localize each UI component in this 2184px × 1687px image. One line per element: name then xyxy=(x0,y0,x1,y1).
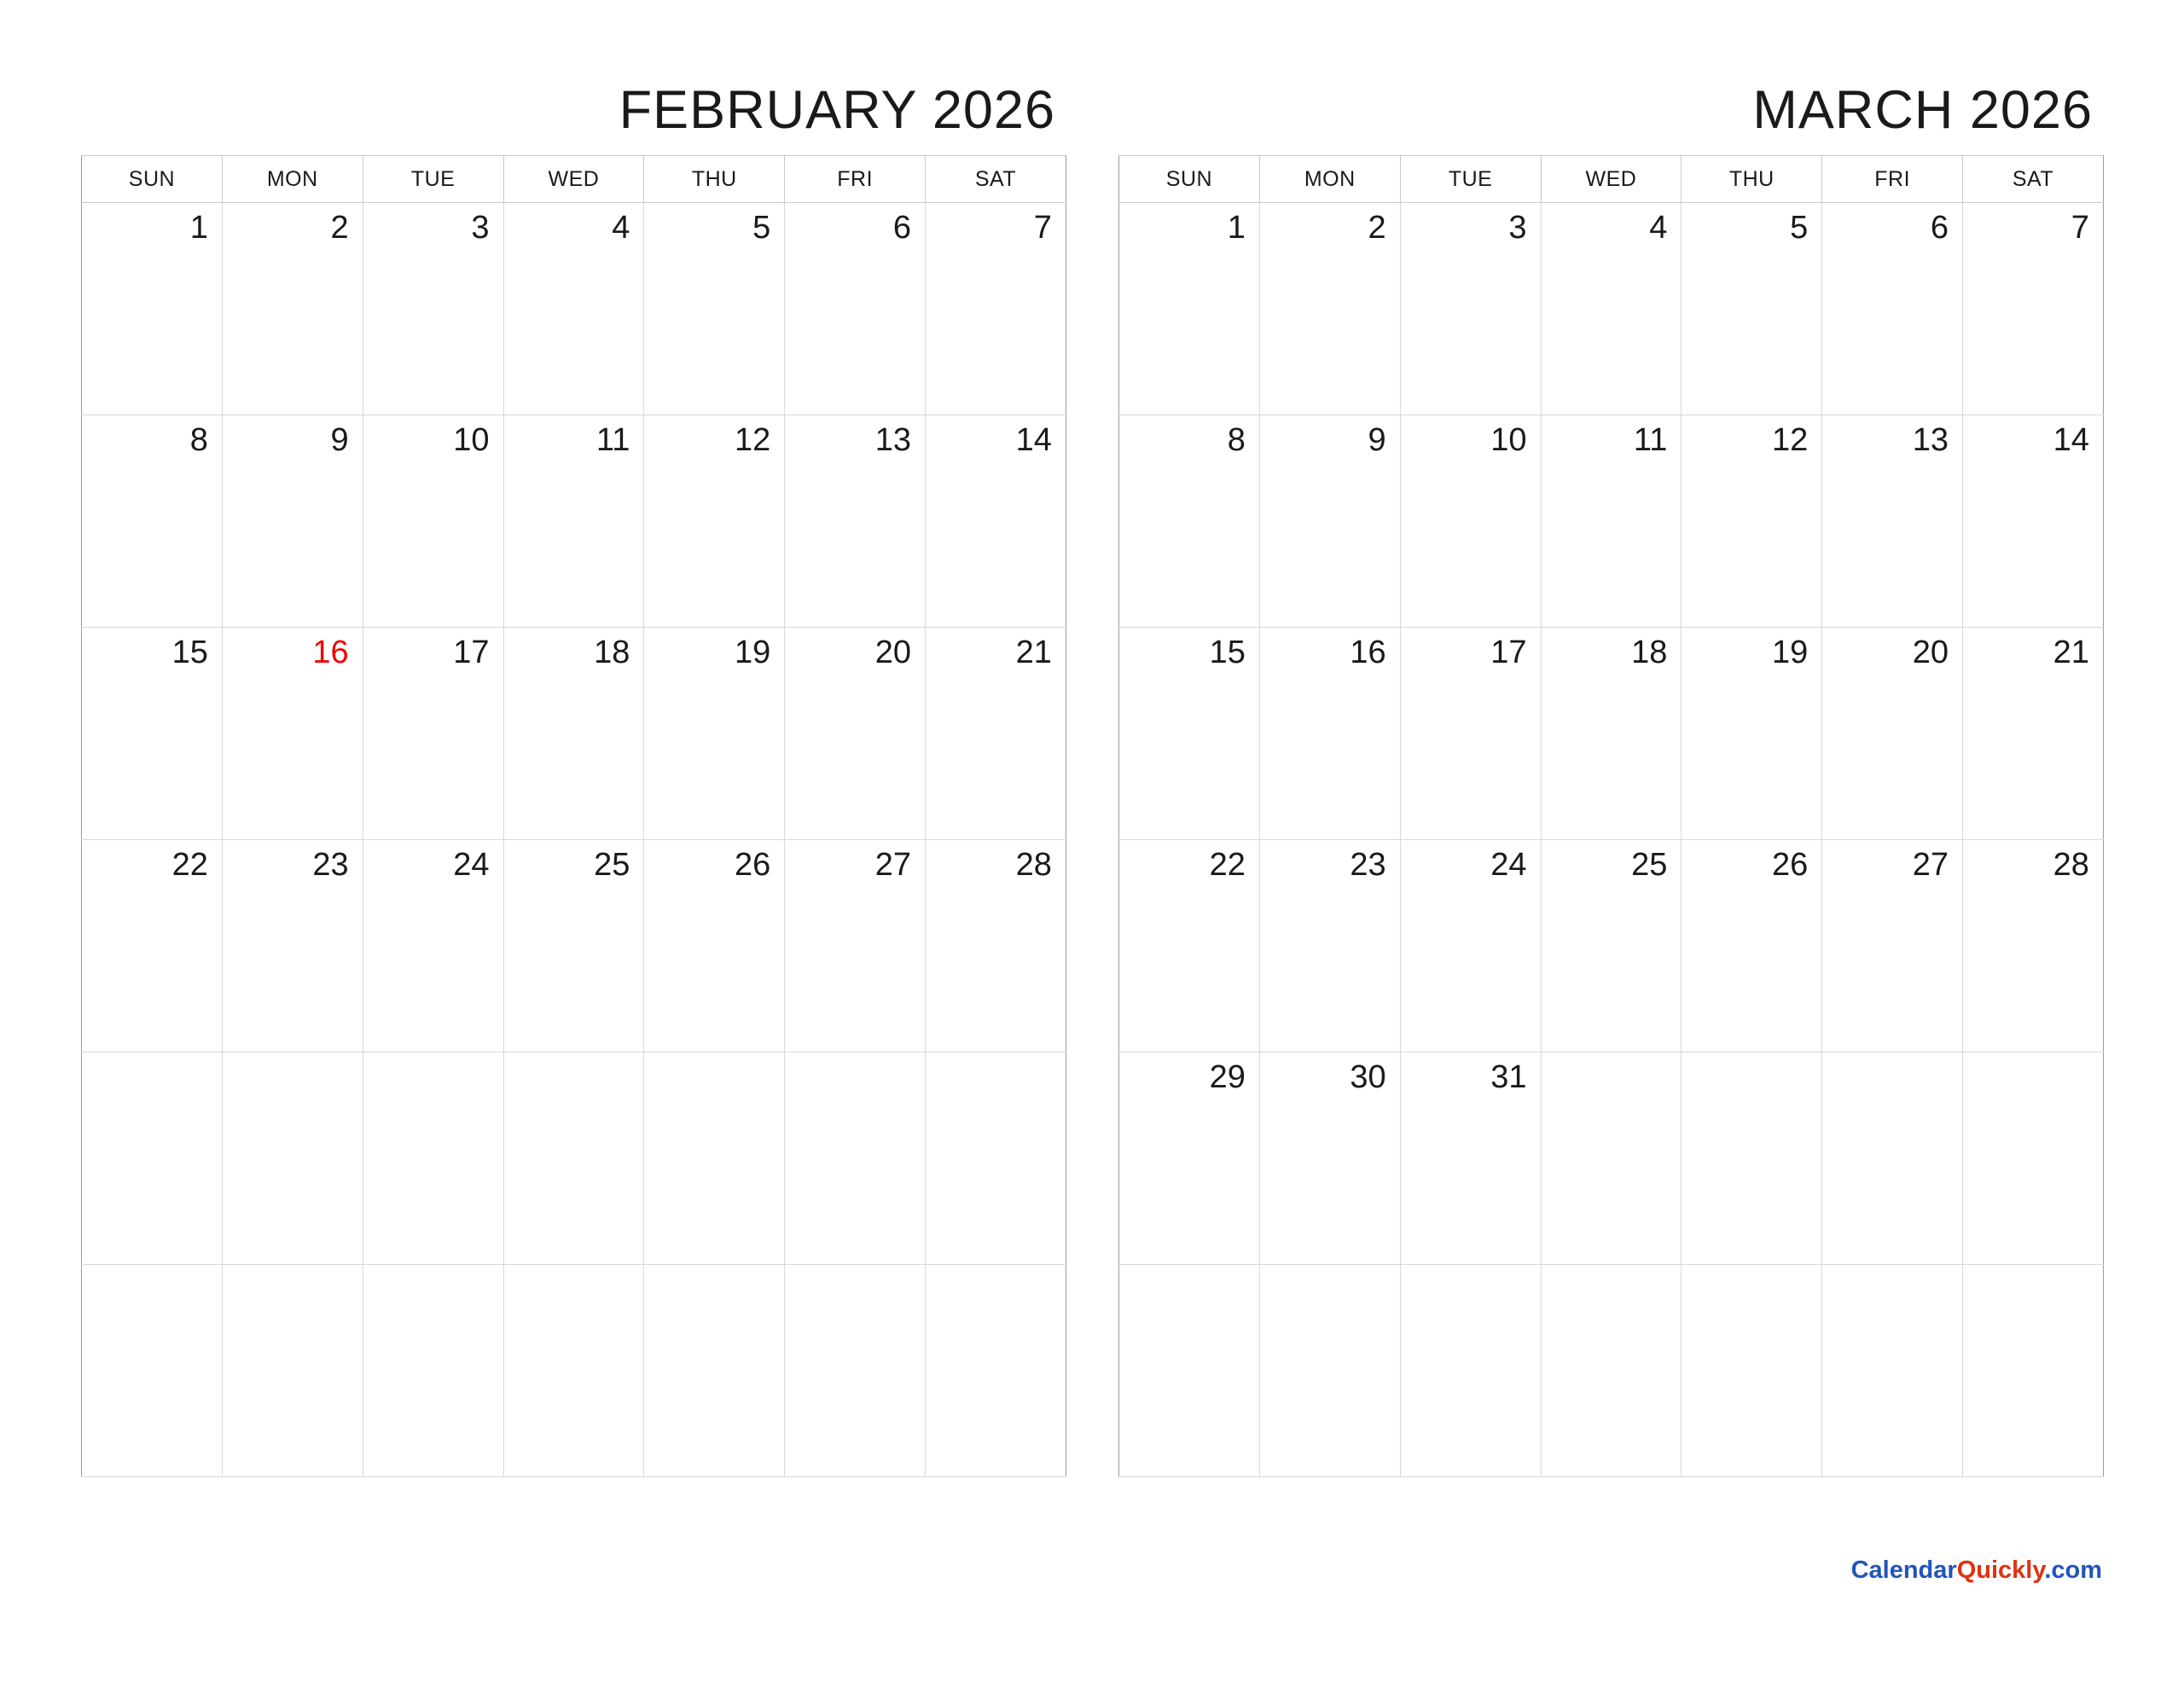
day-cell[interactable]: 14 xyxy=(1963,415,2104,628)
day-cell[interactable]: 1 xyxy=(82,203,223,415)
day-cell[interactable] xyxy=(1682,1052,1822,1265)
calendar-week-row xyxy=(82,415,1066,628)
day-cell[interactable]: 7 xyxy=(1963,203,2104,415)
weekday-header-thu: THU xyxy=(1682,156,1822,203)
weekday-header-tue: TUE xyxy=(363,156,503,203)
day-cell[interactable] xyxy=(1541,1052,1682,1265)
weekday-header-sat: SAT xyxy=(926,156,1066,203)
day-cell[interactable]: 26 xyxy=(1682,840,1822,1052)
day-cell[interactable]: 13 xyxy=(785,415,926,628)
weekday-header-row xyxy=(1119,156,2104,203)
day-cell[interactable] xyxy=(1682,1265,1822,1477)
weekday-header-thu: THU xyxy=(644,156,785,203)
day-cell[interactable]: 15 xyxy=(1119,628,1260,840)
day-cell[interactable]: 17 xyxy=(363,628,503,840)
day-cell[interactable] xyxy=(503,1052,644,1265)
day-cell[interactable]: 18 xyxy=(1541,628,1682,840)
weekday-header-mon: MON xyxy=(1259,156,1400,203)
weekday-header-row xyxy=(82,156,1066,203)
calendar-week-row xyxy=(1119,628,2104,840)
day-cell[interactable]: 17 xyxy=(1400,628,1541,840)
day-cell[interactable] xyxy=(1822,1265,1963,1477)
day-cell[interactable]: 27 xyxy=(785,840,926,1052)
day-cell[interactable]: 6 xyxy=(785,203,926,415)
day-cell[interactable]: 3 xyxy=(363,203,503,415)
day-cell[interactable] xyxy=(363,1052,503,1265)
day-cell[interactable]: 24 xyxy=(1400,840,1541,1052)
day-cell[interactable]: 10 xyxy=(1400,415,1541,628)
weekday-header-tue: TUE xyxy=(1400,156,1541,203)
day-cell[interactable]: 27 xyxy=(1822,840,1963,1052)
day-cell[interactable] xyxy=(926,1265,1066,1477)
calendar-week-row xyxy=(82,203,1066,415)
day-cell[interactable] xyxy=(785,1265,926,1477)
day-cell[interactable] xyxy=(82,1265,223,1477)
day-cell[interactable] xyxy=(1541,1265,1682,1477)
day-cell[interactable]: 22 xyxy=(82,840,223,1052)
day-cell[interactable]: 22 xyxy=(1119,840,1260,1052)
day-cell[interactable]: 10 xyxy=(363,415,503,628)
months-container xyxy=(81,81,2103,1477)
day-cell[interactable]: 23 xyxy=(222,840,363,1052)
day-cell[interactable] xyxy=(1963,1052,2104,1265)
calendar-week-row xyxy=(82,840,1066,1052)
day-cell[interactable]: 28 xyxy=(926,840,1066,1052)
day-cell[interactable]: 9 xyxy=(222,415,363,628)
day-cell[interactable]: 30 xyxy=(1259,1052,1400,1265)
day-cell[interactable] xyxy=(644,1052,785,1265)
day-cell[interactable] xyxy=(222,1052,363,1265)
month-title-march: MARCH 2026 xyxy=(1752,80,2093,140)
brand-tld-text: .com xyxy=(2044,1557,2102,1584)
weekday-header-sat: SAT xyxy=(1963,156,2104,203)
calendar-week-row xyxy=(1119,840,2104,1052)
day-cell[interactable]: 11 xyxy=(1541,415,1682,628)
day-cell[interactable]: 12 xyxy=(1682,415,1822,628)
day-cell[interactable] xyxy=(503,1265,644,1477)
day-cell[interactable]: 19 xyxy=(1682,628,1822,840)
day-cell[interactable]: 18 xyxy=(503,628,644,840)
day-cell[interactable]: 8 xyxy=(1119,415,1260,628)
day-cell[interactable]: 26 xyxy=(644,840,785,1052)
day-cell[interactable]: 24 xyxy=(363,840,503,1052)
weekday-header-sun: SUN xyxy=(82,156,223,203)
day-cell[interactable]: 7 xyxy=(926,203,1066,415)
brand-calendar-text: Calendar xyxy=(1850,1557,1957,1584)
calendar-week-row xyxy=(1119,1052,2104,1265)
day-cell[interactable]: 25 xyxy=(503,840,644,1052)
weekday-header-fri: FRI xyxy=(1822,156,1963,203)
weekday-header-fri: FRI xyxy=(785,156,926,203)
day-cell[interactable]: 2 xyxy=(222,203,363,415)
day-cell[interactable]: 20 xyxy=(1822,628,1963,840)
month-block-february xyxy=(81,81,1066,1477)
day-cell[interactable]: 4 xyxy=(1541,203,1682,415)
day-cell[interactable]: 2 xyxy=(1259,203,1400,415)
day-cell[interactable] xyxy=(785,1052,926,1265)
day-cell[interactable] xyxy=(1119,1265,1260,1477)
weekday-header-mon: MON xyxy=(222,156,363,203)
day-cell-highlighted[interactable]: 16 xyxy=(222,628,363,840)
day-cell[interactable]: 4 xyxy=(503,203,644,415)
weekday-header-wed: WED xyxy=(503,156,644,203)
day-cell[interactable] xyxy=(363,1265,503,1477)
site-branding[interactable] xyxy=(1851,1557,2102,1585)
day-cell[interactable]: 28 xyxy=(1963,840,2104,1052)
day-cell[interactable]: 29 xyxy=(1119,1052,1260,1265)
day-cell[interactable]: 21 xyxy=(926,628,1066,840)
calendar-table-march xyxy=(1118,155,2104,1477)
weekday-header-wed: WED xyxy=(1541,156,1682,203)
day-cell[interactable]: 12 xyxy=(644,415,785,628)
day-cell[interactable] xyxy=(1400,1265,1541,1477)
calendar-week-row xyxy=(1119,1265,2104,1477)
day-cell[interactable]: 8 xyxy=(82,415,223,628)
day-cell[interactable]: 3 xyxy=(1400,203,1541,415)
day-cell[interactable]: 6 xyxy=(1822,203,1963,415)
calendar-table-february xyxy=(81,155,1066,1477)
day-cell[interactable]: 1 xyxy=(1119,203,1260,415)
calendar-week-row xyxy=(82,1265,1066,1477)
day-cell[interactable] xyxy=(1963,1265,2104,1477)
day-cell[interactable]: 21 xyxy=(1963,628,2104,840)
brand-quickly-text: Quickly xyxy=(1956,1557,2045,1584)
day-cell[interactable]: 5 xyxy=(644,203,785,415)
day-cell[interactable] xyxy=(1259,1265,1400,1477)
day-cell[interactable]: 23 xyxy=(1259,840,1400,1052)
calendar-week-row xyxy=(1119,203,2104,415)
day-cell[interactable]: 9 xyxy=(1259,415,1400,628)
month-block-march xyxy=(1118,81,2103,1477)
day-cell[interactable]: 11 xyxy=(503,415,644,628)
day-cell[interactable] xyxy=(222,1265,363,1477)
calendar-week-row xyxy=(1119,415,2104,628)
day-cell[interactable]: 31 xyxy=(1400,1052,1541,1265)
day-cell[interactable] xyxy=(1822,1052,1963,1265)
day-cell[interactable]: 14 xyxy=(926,415,1066,628)
day-cell[interactable] xyxy=(926,1052,1066,1265)
day-cell[interactable]: 5 xyxy=(1682,203,1822,415)
day-cell[interactable]: 20 xyxy=(785,628,926,840)
month-title-february: FEBRUARY 2026 xyxy=(619,80,1055,140)
day-cell[interactable]: 19 xyxy=(644,628,785,840)
day-cell[interactable] xyxy=(82,1052,223,1265)
day-cell[interactable] xyxy=(644,1265,785,1477)
day-cell[interactable]: 25 xyxy=(1541,840,1682,1052)
day-cell[interactable]: 16 xyxy=(1259,628,1400,840)
calendar-week-row xyxy=(82,1052,1066,1265)
weekday-header-sun: SUN xyxy=(1119,156,1260,203)
calendar-week-row xyxy=(82,628,1066,840)
day-cell[interactable]: 15 xyxy=(82,628,223,840)
day-cell[interactable]: 13 xyxy=(1822,415,1963,628)
